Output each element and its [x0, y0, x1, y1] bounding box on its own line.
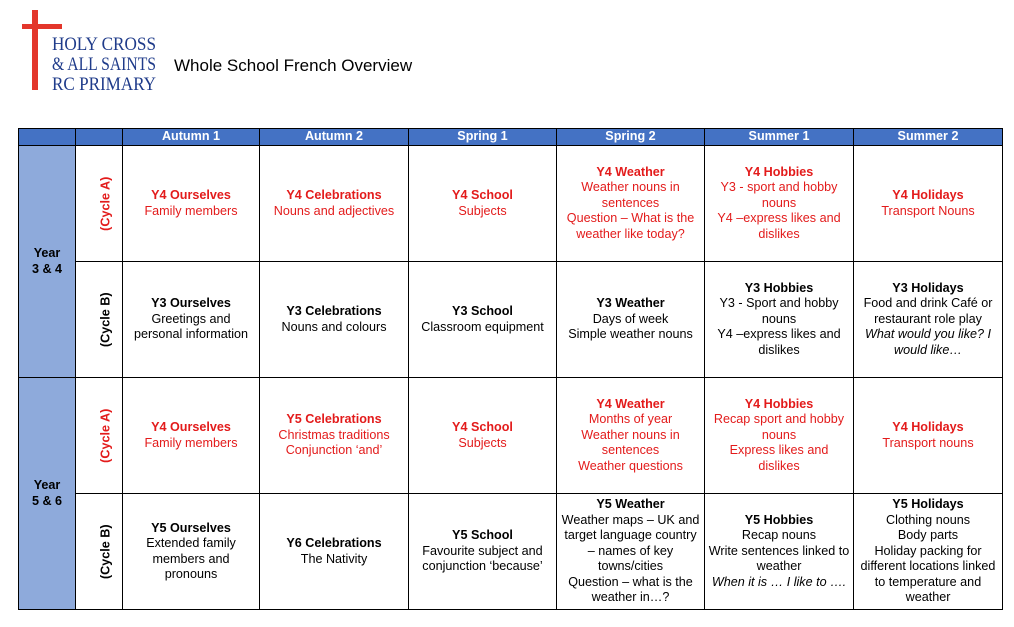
cycle-label: (Cycle B): [98, 292, 113, 347]
topic-title: Y6 Celebrations: [286, 536, 382, 550]
topic-line: Recap sport and hobby nouns: [713, 412, 845, 442]
topic-line: Write sentences linked to weather: [708, 543, 850, 574]
topic-cell: [557, 262, 705, 378]
cycle-cell: [76, 146, 123, 262]
cycle-cell: [76, 494, 123, 610]
table-body: [19, 146, 1003, 610]
year-group-label: [22, 246, 72, 277]
topic-title: Y3 Holidays: [892, 280, 964, 295]
table-row: [19, 378, 1003, 494]
year-word: Year: [33, 246, 61, 260]
topic-line: Months of year: [588, 412, 673, 427]
topic-cell: [409, 262, 557, 378]
topic-line: Conjunction ‘and’: [285, 443, 383, 458]
topic-line: Weather nouns in sentences: [581, 427, 680, 458]
logo-cross-vertical: [32, 10, 38, 90]
topic-cell: [705, 146, 854, 262]
topic-line: Subjects: [458, 435, 507, 450]
topic-cell: [557, 494, 705, 610]
topic-title: Y4 Weather: [596, 164, 665, 179]
topic-line: Y4 –express likes and dislikes: [717, 327, 841, 357]
header-autumn-1: Autumn 1: [123, 129, 260, 146]
topic-cell: [409, 378, 557, 494]
topic-line: Express likes and dislikes: [729, 443, 829, 473]
header-blank-cycle: [76, 129, 123, 146]
header-row: [19, 129, 1003, 146]
topic-cell: [409, 494, 557, 610]
topic-cell: [123, 378, 260, 494]
logo-line-1: HOLY CROSS: [52, 34, 156, 55]
topic-cell: [705, 378, 854, 494]
table-header: [19, 129, 1003, 146]
topic-line: Weather maps – UK and target language country – names of key towns/cities: [561, 512, 700, 574]
topic-cell: [705, 494, 854, 610]
topic-cell: [705, 262, 854, 378]
topic-cell: [854, 146, 1003, 262]
topic-line: Classroom equipment: [421, 319, 544, 334]
topic-cell: [260, 494, 409, 610]
topic-line: Y3 - sport and hobby nouns: [720, 180, 838, 210]
topic-cell: [557, 146, 705, 262]
topic-line: Family members: [144, 203, 238, 218]
topic-line: Nouns and adjectives: [273, 203, 395, 218]
topic-line: Food and drink Café or restaurant role play: [863, 296, 993, 326]
topic-cell: [854, 494, 1003, 610]
topic-line: Favourite subject and conjunction ‘because’: [422, 543, 543, 574]
logo-line-2: & ALL SAINTS: [52, 54, 156, 75]
header-summer-2: Summer 2: [854, 129, 1003, 146]
topic-title: Y4 Hobbies: [744, 396, 814, 411]
topic-line: Weather nouns in sentences: [581, 180, 680, 210]
header-blank-year: [19, 129, 76, 146]
topic-title: Y3 Weather: [596, 296, 665, 311]
topic-line: Simple weather nouns: [568, 327, 693, 342]
topic-title: Y5 Weather: [596, 497, 665, 512]
topic-line: Christmas traditions: [278, 427, 390, 442]
topic-line: Weather questions: [578, 458, 683, 473]
topic-line: Clothing nouns: [885, 512, 971, 527]
topic-cell: [123, 262, 260, 378]
french-overview-table: [18, 128, 1003, 610]
topic-title: Y4 Celebrations: [286, 188, 382, 202]
topic-title: Y4 School: [452, 420, 513, 434]
topic-line: Nouns and colours: [281, 319, 387, 334]
topic-title: Y4 Ourselves: [151, 188, 231, 202]
topic-line: Family members: [144, 435, 238, 450]
topic-cell: [854, 378, 1003, 494]
topic-title: Y5 Hobbies: [744, 512, 814, 527]
topic-line: Subjects: [458, 203, 507, 218]
topic-cell: [409, 146, 557, 262]
topic-title: Y3 Hobbies: [744, 280, 814, 295]
topic-title: Y4 Holidays: [892, 188, 964, 202]
header-spring-2: Spring 2: [557, 129, 705, 146]
topic-title: Y3 Celebrations: [286, 304, 382, 318]
table-row: [19, 262, 1003, 378]
topic-line: Days of week: [592, 311, 669, 326]
year-group-label: [22, 478, 72, 509]
topic-cell: [123, 494, 260, 610]
topic-title: Y3 Ourselves: [151, 296, 231, 311]
year-group-cell: [19, 146, 76, 378]
topic-title: Y5 School: [452, 528, 513, 543]
topic-line: Y4 –express likes and dislikes: [717, 211, 841, 241]
topic-title: Y5 Celebrations: [286, 412, 382, 427]
topic-title: Y4 Ourselves: [151, 420, 231, 434]
topic-title: Y4 Hobbies: [744, 164, 814, 179]
table-row: [19, 494, 1003, 610]
topic-cell: [260, 262, 409, 378]
topic-example: When it is … I like to ….: [711, 574, 847, 589]
cycle-cell: [76, 262, 123, 378]
topic-line: Transport nouns: [882, 435, 974, 450]
topic-line: The Nativity: [300, 551, 368, 566]
cycle-cell: [76, 378, 123, 494]
topic-title: Y5 Holidays: [892, 497, 964, 512]
header-autumn-2: Autumn 2: [260, 129, 409, 146]
topic-title: Y4 School: [452, 188, 513, 202]
topic-cell: [854, 262, 1003, 378]
topic-title: Y3 School: [452, 304, 513, 318]
cycle-label: (Cycle A): [98, 408, 113, 463]
school-logo-graphic: [22, 10, 162, 98]
topic-cell: [260, 378, 409, 494]
topic-line: Holiday packing for different locations linked to temperature and weather: [860, 543, 996, 605]
year-group-cell: [19, 378, 76, 610]
cycle-label: (Cycle A): [98, 176, 113, 231]
logo-cross-horizontal: [22, 24, 62, 29]
topic-cell: [260, 146, 409, 262]
table-row: [19, 146, 1003, 262]
header-spring-1: Spring 1: [409, 129, 557, 146]
cycle-label: (Cycle B): [98, 524, 113, 579]
topic-line: Question – What is the weather like today?: [566, 211, 695, 241]
year-range: 3 & 4: [31, 261, 63, 276]
topic-line: Transport Nouns: [881, 203, 975, 218]
topic-example: What would you like? I would like…: [865, 327, 991, 357]
topic-line: Greetings and personal information: [133, 311, 249, 342]
topic-line: Y3 - Sport and hobby nouns: [719, 296, 839, 326]
school-logo: [22, 10, 162, 98]
header-summer-1: Summer 1: [705, 129, 854, 146]
topic-cell: [123, 146, 260, 262]
year-range: 5 & 6: [31, 493, 63, 508]
topic-title: Y4 Weather: [596, 396, 665, 411]
topic-line: Question – what is the weather in…?: [568, 574, 693, 605]
topic-line: Recap nouns: [741, 528, 817, 543]
logo-line-3: RC PRIMARY: [52, 74, 157, 95]
topic-title: Y5 Ourselves: [151, 520, 231, 535]
year-word: Year: [33, 478, 61, 492]
topic-cell: [557, 378, 705, 494]
topic-title: Y4 Holidays: [892, 420, 964, 434]
topic-line: Extended family members and pronouns: [146, 536, 236, 581]
topic-line: Body parts: [897, 528, 959, 543]
document-title: Whole School French Overview: [174, 56, 413, 75]
